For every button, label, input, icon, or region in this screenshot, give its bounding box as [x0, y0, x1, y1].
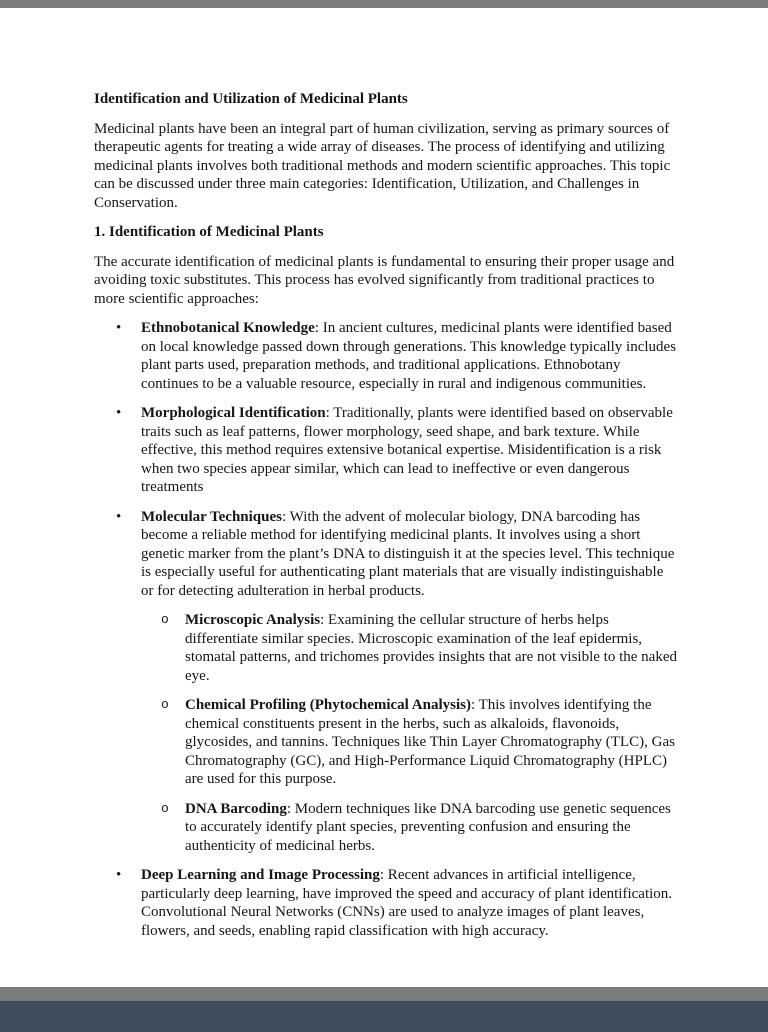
list-item-morphological-identification: [94, 404, 678, 497]
list-item-deep-learning-image-processing: [94, 866, 678, 940]
list-item-text: : Traditionally, plants were identified based on observable traits such as leaf patterns, flower morphology, seed shape, and bark texture. While effective, this method requires extensive botanical expertise. Misidentification is a risk when two species appear similar, which can lead to ineffective or even dangerous treatments: [141, 405, 673, 495]
sub-bullet-marker: o: [161, 612, 169, 627]
section-heading: 1. Identification of Medicinal Plants: [94, 224, 324, 240]
list-item-microscopic-analysis: [94, 611, 678, 685]
list-item-label: Chemical Profiling (Phytochemical Analysis): [185, 697, 471, 713]
document-title: Identification and Utilization of Medicinal Plants: [94, 91, 408, 107]
viewer-bottom-bar[interactable]: [0, 1001, 768, 1032]
list-item-dna-barcoding: [94, 800, 678, 856]
list-item-label: Ethnobotanical Knowledge: [141, 320, 315, 336]
list-item-content: [141, 866, 678, 940]
list-item-label: Microscopic Analysis: [185, 612, 321, 628]
document-page: [0, 8, 768, 987]
list-item-label: Molecular Techniques: [141, 508, 282, 525]
list-item-ethnobotanical-knowledge: [94, 319, 678, 393]
section-intro-paragraph: The accurate identification of medicinal plants is fundamental to ensuring their proper usage and avoiding toxic substitutes. This process has evolved significantly from traditional practices to more scientific approaches:: [94, 253, 675, 307]
list-item-content: [185, 800, 678, 856]
intro-paragraph: Medicinal plants have been an integral part of human civilization, serving as primary sources of therapeutic agents for treating a wide array of diseases. The process of identifying and utilizing medicinal plants involves both traditional methods and modern scientific approaches. This topic can be discussed under three main categories: Identification, Utilization, and Challenges in Conservation.: [94, 120, 671, 211]
list-item-text: : Modern techniques like DNA barcoding use genetic sequences to accurately identify plant species, preventing confusion and ensuring the authenticity of medicinal herbs.: [185, 800, 671, 854]
list-item-label: DNA Barcoding: [185, 800, 287, 817]
list-item-content: [141, 404, 678, 497]
list-item-content: [141, 319, 678, 393]
list-item-label: Morphological Identification: [141, 405, 326, 421]
list-item-text: : With the advent of molecular biology, DNA barcoding has become a reliable method for identifying medicinal plants. It involves using a short genetic marker from the plant’s DNA to distinguish it at the species level. This technique is especially useful for authenticating plant materials that are visually indistinguishable or for detecting adulteration in herbal products.: [141, 508, 675, 599]
list-item-content: [185, 696, 678, 789]
sub-bullet-marker: o: [161, 800, 169, 816]
list-item-text: : Recent advances in artificial intelligence, particularly deep learning, have improved the speed and accuracy of plant identification. Convolutional Neural Networks (CNNs) are used to analyze images of plant leaves, flowers, and seeds, enabling rapid classification with high accuracy.: [141, 867, 673, 939]
list-item-content: [185, 611, 678, 685]
bullet-marker: •: [116, 867, 122, 883]
list-item-text: : This involves identifying the chemical constituents present in the herbs, such as alkaloids, flavonoids, glycosides, and tannins. Techniques like Thin Layer Chromatography (TLC), Gas Chromatography (GC), and High-Performance Liquid Chromatography (HPLC) are used for this purpose.: [185, 697, 675, 787]
list-item-text: : Examining the cellular structure of herbs helps differentiate similar species. Microscopic examination of the leaf epidermis, stomatal patterns, and trichomes provides insights that are not visible to the naked eye.: [185, 612, 677, 684]
list-item-molecular-techniques: [94, 508, 678, 601]
bullet-marker: •: [116, 405, 122, 421]
list-item-content: [141, 508, 678, 601]
bullet-marker: •: [116, 320, 122, 336]
bullet-marker: •: [116, 508, 122, 525]
sub-bullet-marker: o: [161, 697, 169, 712]
list-item-text: : In ancient cultures, medicinal plants were identified based on local knowledge passed down through generations. This knowledge typically includes plant parts used, preparation methods, and traditional applications. Ethnobotany continues to be a valuable resource, especially in rural and indigenous communities.: [141, 320, 677, 392]
list-item-label: Deep Learning and Image Processing: [141, 867, 380, 883]
list-item-chemical-profiling: [94, 696, 678, 789]
